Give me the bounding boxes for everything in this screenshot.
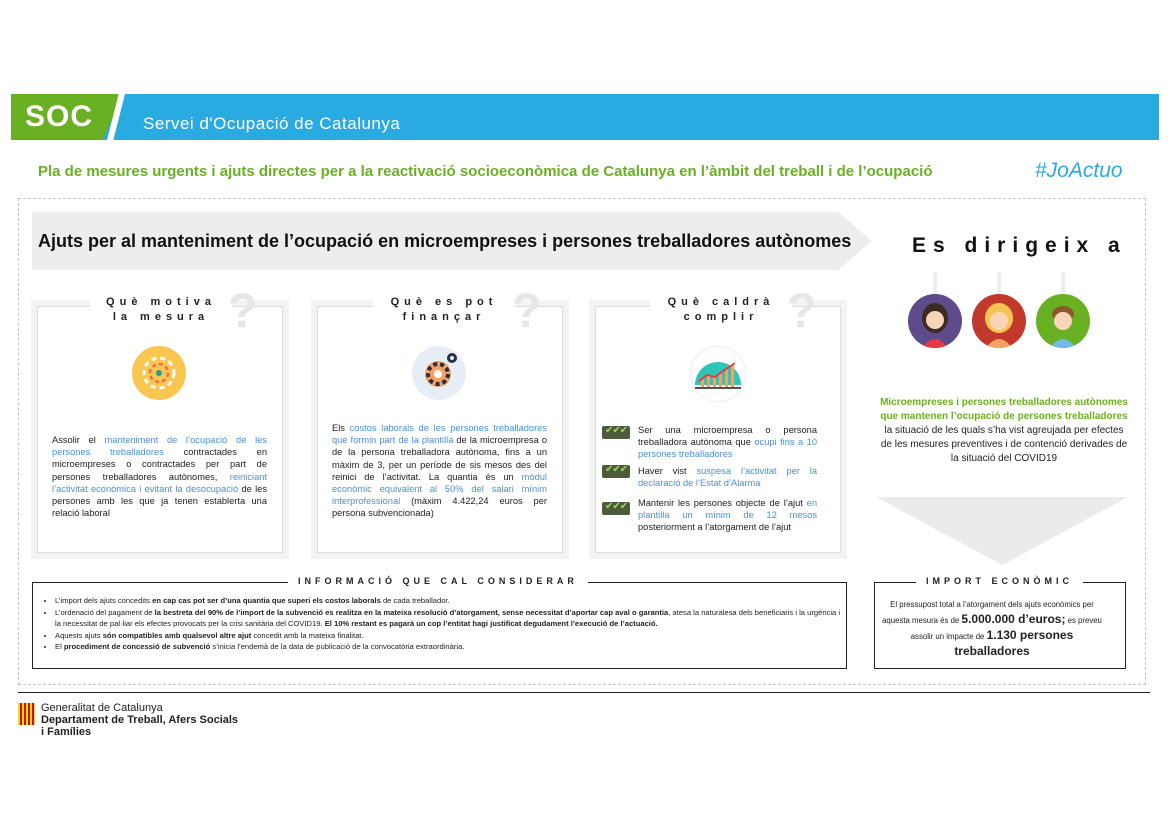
- import-box: [874, 582, 1126, 669]
- person-avatar-icon: [908, 294, 962, 348]
- header-banner: [11, 94, 1159, 140]
- check-icon: ✔✔✔: [602, 502, 630, 515]
- heading-line-1: Què caldrà: [667, 296, 775, 308]
- requirement-item: Ser una microempresa o persona treballadora autònoma que ocupi fins a 10 persones treballadores: [638, 425, 817, 460]
- requirement-item: Mantenir les persones objecte de l’ajut en plantilla un mínim de 12 mesos posteriorment a l’atorgament de l’ajut: [638, 498, 817, 533]
- target-description: Microempreses i persones treballadores autònomes que mantenen l’ocupació de persones treballadores la situació de les quals s’ha vist agreujada per efectes de les mesures preventives i de contenció derivades de la situació del COVID19: [880, 397, 1128, 464]
- footer-line-2: Departament de Treball, Afers Socials: [41, 714, 239, 726]
- heading-line-2: finançar: [402, 311, 486, 323]
- list-item: • L’import dels ajuts concedits en cap cas pot ser d’una quantia que superi els costos laborals de cada treballador.: [55, 595, 846, 607]
- person-avatar-icon: [972, 294, 1026, 348]
- info-heading: INFORMACIÓ QUE CAL CONSIDERAR: [288, 576, 588, 586]
- list-item: • L’ordenació del pagament de la bestreta del 90% de l’import de la subvenció es realitza en la mateixa resolució d’atorgament, sense necessitat d’aportar cap aval o garantia, atesa la naturalesa dels beneficiaris i la urgència i la necessitat de pal·liar els efectes provocats per la crisi sanitària del COVID19. El 10% restant es pagarà un cop l’entitat hagi justificat degudament l’execució de l’actuació.: [55, 607, 846, 630]
- import-heading: IMPORT ECONÒMIC: [916, 576, 1083, 586]
- requirement-item: Haver vist suspesa l’activitat per la declaració de l’Estat d’Alarma: [638, 466, 817, 489]
- hashtag: #JoActuo: [1035, 159, 1123, 182]
- heading-line-1: Què motiva: [106, 296, 216, 308]
- org-name: Servei d'Ocupació de Catalunya: [143, 114, 401, 133]
- footer-divider: [18, 692, 1150, 693]
- question-mark-icon: ?: [228, 285, 258, 338]
- column-motiva-text: Assolir el manteniment de l’ocupació de les persones treballadores contractades en microempreses o contractades per part de persones treballadores autònomes, reiniciant l’activitat econòmica i evitant la desocupació de les persones amb les que ja tenen establerta una relació laboral: [52, 435, 267, 519]
- footer-line-1: Generalitat de Catalunya: [41, 702, 163, 714]
- list-item: • El procediment de concessió de subvenció s’inicia l’endemà de la data de publicació de la convocatòria extraordinària.: [55, 641, 846, 653]
- column-financar-text: Els costos laborals de les persones treballadores que formin part de la plantilla de la microempresa o de la persona treballadora autònoma, fins a un màxim de 3, per un període de sis mesos des del reinici de l’activitat. La quantia és un mòdul econòmic equivalent al 50% del salari mínim interprofessional (màxim 4.422,24 euros per persona subvencionada): [332, 423, 547, 519]
- es-dirigeix-heading: Es dirigeix a: [912, 234, 1127, 257]
- main-title: Ajuts per al manteniment de l’ocupació en microempreses i persones treballadores autònomes: [38, 231, 852, 251]
- person-avatar-icon: [1036, 294, 1090, 348]
- target-circle-icon: [132, 346, 186, 400]
- heading-line-2: la mesura: [112, 311, 210, 323]
- info-list: [41, 595, 846, 653]
- check-icon: ✔✔✔: [602, 465, 630, 478]
- soc-logo: SOC: [25, 100, 94, 133]
- gears-icon: [412, 346, 466, 400]
- column-financar-heading: [373, 295, 515, 325]
- generalitat-logo-icon: [18, 703, 35, 725]
- column-motiva-heading: [90, 295, 232, 325]
- column-complir-heading: [650, 295, 792, 325]
- question-mark-icon: ?: [512, 285, 542, 338]
- check-icon: ✔✔✔: [602, 426, 630, 439]
- plan-title: Pla de mesures urgents i ajuts directes per a la reactivació socioeconòmica de Catalunya en l’àmbit del treball i de l’ocupació: [38, 163, 933, 180]
- question-mark-icon: ?: [787, 285, 817, 338]
- footer-line-3: i Famílies: [41, 726, 92, 738]
- import-text: El pressupost total a l’atorgament dels ajuts econòmics per aquesta mesura és de 5.000.000 d’euros; es preveu assolir un impacte de 1.130 persones treballadores: [882, 600, 1102, 658]
- growth-chart-icon: [690, 346, 746, 402]
- heading-line-1: Què es pot: [390, 296, 498, 308]
- heading-line-2: complir: [683, 311, 759, 323]
- info-box: [32, 582, 847, 669]
- list-item: • Aquests ajuts són compatibles amb qualsevol altre ajut concedit amb la mateixa finalitat.: [55, 630, 846, 642]
